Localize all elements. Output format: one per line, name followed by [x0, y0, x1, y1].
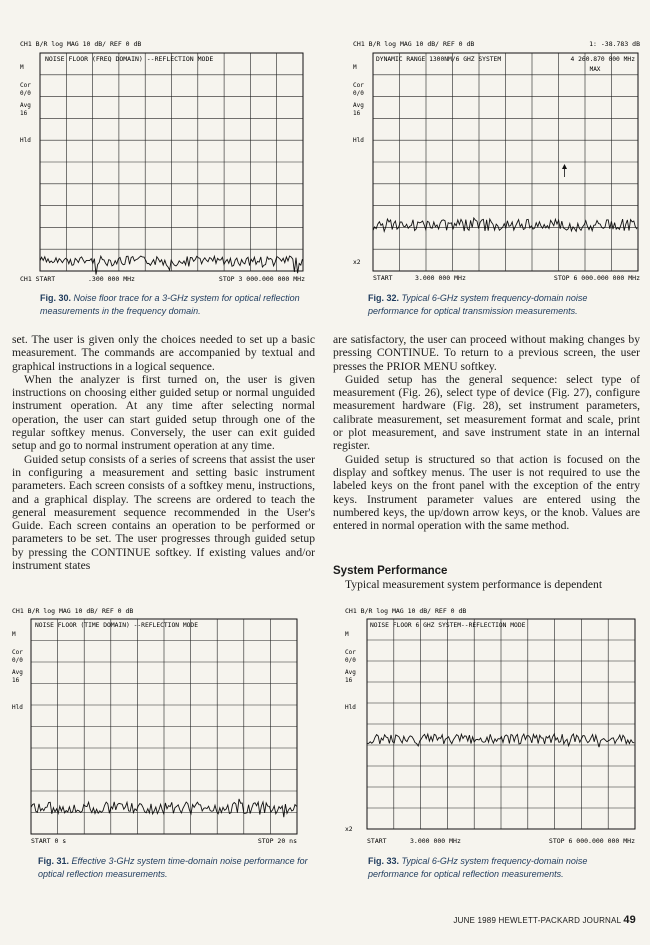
fig30-side-label: 0/0	[20, 90, 31, 97]
fig31-side-labels	[12, 631, 23, 711]
fig32-trace	[373, 218, 637, 231]
figure-32	[335, 36, 650, 286]
marker-icon	[562, 164, 567, 177]
fig31-start-label: START 0 s	[31, 837, 67, 845]
fig30-header: CH1 B/R log MAG 10 dB/ REF 0 dB	[20, 40, 142, 48]
figure-31	[0, 603, 320, 848]
fig33-title: NOISE FLOOR 6 GHZ SYSTEM--REFLECTION MODE	[370, 622, 526, 629]
fig30-start-value: .300 000 MHz	[88, 275, 135, 283]
fig30-side-label: M	[20, 64, 24, 71]
fig33-side-label: M	[345, 631, 349, 638]
fig33-caption	[368, 855, 638, 880]
fig33-caption-text: Typical 6-GHz system frequency-domain noise performance for optical reflection measurements.	[368, 856, 588, 879]
fig31-grid	[31, 619, 297, 834]
fig32-side-label: 16	[353, 110, 361, 117]
fig30-side-labels	[20, 64, 31, 144]
right-text-column	[333, 333, 640, 532]
fig32-stop-label: STOP 6 000.000 000 MHz	[553, 274, 640, 282]
fig32-side-label: Avg	[353, 102, 364, 109]
figure-30-plot	[0, 36, 320, 286]
section-intro	[333, 578, 640, 591]
fig32-grid	[373, 53, 638, 271]
page-number: 49	[623, 914, 636, 926]
body-paragraph: are satisfactory, the user can proceed without making changes by pressing CONTINUE. To return to a previous screen, the user presses the PRIOR MENU softkey.	[333, 333, 640, 373]
body-paragraph: set. The user is given only the choices needed to set up a basic measurement. The commands are accompanied by textual and graphical instructions in a logical sequence.	[12, 333, 315, 373]
fig30-stop-label: STOP 3 000.000 000 MHz	[218, 275, 305, 283]
fig33-side-label: Cor	[345, 649, 356, 656]
fig33-scale-label: x2	[345, 826, 353, 833]
fig32-side-label: 0/0	[353, 90, 364, 97]
fig31-side-label: Avg	[12, 669, 23, 676]
section-heading: System Performance	[333, 565, 448, 577]
fig31-stop-label: STOP 20 ns	[257, 837, 297, 845]
fig32-caption	[368, 292, 638, 317]
fig31-side-label: Hld	[12, 704, 23, 711]
fig32-side-label: M	[353, 64, 357, 71]
fig32-side-label: Hld	[353, 137, 364, 144]
body-paragraph: Guided setup is structured so that action is focused on the display and softkey menus. The user is not required to use the labeled keys on the front panel with the exception of the entry keys. Instrument parameter values are entered using the numbered keys, the up/down arrow keys, or the knob. Values are entered in normal operation with the same method.	[333, 452, 640, 533]
fig30-title: NOISE FLOOR (FREQ DOMAIN) --REFLECTION MODE	[45, 55, 214, 63]
fig30-side-label: Hld	[20, 137, 31, 144]
figure-30	[0, 36, 320, 286]
fig31-header: CH1 B/R log MAG 10 dB/ REF 0 dB	[12, 607, 134, 615]
fig33-side-labels	[345, 631, 356, 711]
fig32-marker-max: MAX	[589, 66, 601, 73]
figure-33-plot	[335, 603, 650, 848]
fig31-caption	[38, 855, 314, 880]
fig33-side-label: Hld	[345, 704, 356, 711]
fig33-side-label: Avg	[345, 669, 356, 676]
fig31-side-label: M	[12, 631, 16, 638]
fig30-grid	[40, 53, 303, 271]
fig33-header: CH1 B/R log MAG 10 dB/ REF 0 dB	[345, 607, 467, 615]
fig32-scale-label: x2	[353, 259, 361, 266]
body-paragraph: Guided setup consists of a series of screens that assist the user in configuring a measurement and setting basic instrument parameters. Each screen consists of a softkey menu, instructions, and a graphical display. The screens are ordered to teach the general measurement sequence recommended in the User's Guide. Each screen contains an operation to be performed or parameters to be set. The user progresses through guided setup by pressing the CONTINUE softkey. If existing values and/or instrument states	[12, 452, 315, 573]
body-paragraph: Guided setup has the general sequence: select type of measurement (Fig. 26), select type of device (Fig. 27), configure measurement hardware (Fig. 28), set instrument parameters, calibrate measurement, set measurement format and scale, print or plot measurement, and save instrument state in an internal register.	[333, 372, 640, 453]
fig30-side-label: 16	[20, 110, 28, 117]
fig32-title: DYNAMIC RANGE 1300NM/6 GHZ SYSTEM	[376, 56, 502, 63]
fig33-grid	[367, 619, 635, 829]
fig33-side-label: 16	[345, 677, 353, 684]
fig30-side-label: Cor	[20, 82, 31, 89]
left-text-column	[12, 333, 315, 572]
fig32-caption-number: Fig. 32.	[368, 293, 400, 303]
fig32-side-labels	[353, 64, 364, 144]
fig31-caption-number: Fig. 31.	[38, 856, 70, 866]
fig31-side-label: 0/0	[12, 657, 23, 664]
fig33-caption-number: Fig. 33.	[368, 856, 400, 866]
fig32-marker-readout: 1: -38.783 dB	[589, 40, 640, 48]
fig31-side-label: Cor	[12, 649, 23, 656]
fig30-caption	[40, 292, 320, 317]
fig32-start-label: START	[373, 274, 393, 282]
fig32-marker-freq: 4 260.870 000 MHz	[570, 56, 635, 63]
fig32-caption-text: Typical 6-GHz system frequency-domain noise performance for optical transmission measurements.	[368, 293, 588, 316]
fig33-side-label: 0/0	[345, 657, 356, 664]
fig33-stop-label: STOP 6 000.000 000 MHz	[548, 837, 635, 845]
fig31-side-label: 16	[12, 677, 20, 684]
fig30-start-label: CH1 START	[20, 275, 56, 283]
body-paragraph: When the analyzer is first turned on, the user is given instructions on choosing either guided setup or normal unguided instrument operation. At any time after selecting normal operation, the user can start guided setup through one of the regular softkey menus. Conversely, the user can exit guided setup and go to normal instrument operation at any time.	[12, 372, 315, 453]
fig30-side-label: Avg	[20, 102, 31, 109]
fig31-title: NOISE FLOOR (TIME DOMAIN) --REFLECTION MODE	[35, 622, 199, 629]
fig30-caption-text: Noise floor trace for a 3-GHz system for optical reflection measurements in the frequency domain.	[40, 293, 300, 316]
figure-32-plot	[335, 36, 650, 286]
page-footer	[453, 914, 636, 926]
journal-name: JUNE 1989 HEWLETT-PACKARD JOURNAL	[453, 916, 621, 925]
fig30-caption-number: Fig. 30.	[40, 293, 72, 303]
body-paragraph: Typical measurement system performance is dependent	[345, 578, 603, 591]
fig33-start-value: 3.000 000 MHz	[410, 837, 461, 845]
fig32-header: CH1 B/R log MAG 10 dB/ REF 0 dB	[353, 40, 475, 48]
fig31-caption-text: Effective 3-GHz system time-domain noise performance for optical reflection measurements.	[38, 856, 308, 879]
fig33-start-label: START	[367, 837, 387, 845]
fig32-side-label: Cor	[353, 82, 364, 89]
fig32-start-value: 3.000 000 MHz	[415, 274, 466, 282]
figure-33	[335, 603, 650, 848]
figure-31-plot	[0, 603, 320, 848]
